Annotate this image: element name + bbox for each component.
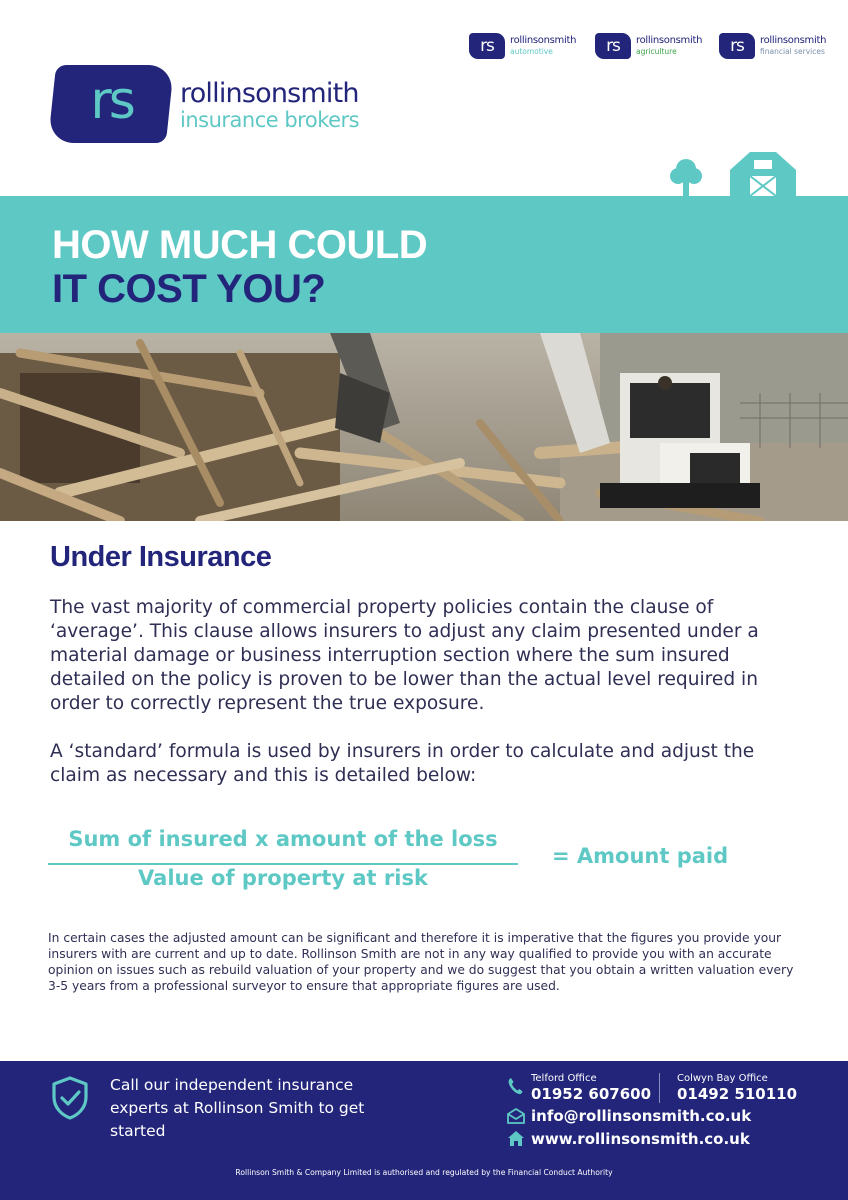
headline-line-2: IT COST YOU?	[52, 267, 326, 311]
intro-paragraph: The vast majority of commercial property policies contain the clause of ‘average’. This clause allows insurers to adjust any claim presented under a material damage or business interruption section where the sum insured detailed on the policy is proven to be lower than the actual level required in order to correctly represent the true exposure.	[50, 597, 759, 714]
telford-office-label: Telford Office	[531, 1073, 597, 1084]
sub-brand-automotive	[469, 32, 576, 60]
phone-icon	[507, 1077, 523, 1095]
sub-brand-tag: automotive	[510, 46, 553, 56]
brand-logo-letters: rs	[90, 71, 133, 131]
home-icon	[507, 1130, 525, 1147]
barn-icon	[728, 148, 798, 196]
office-divider	[659, 1073, 660, 1103]
sub-brand-tag: agriculture	[636, 46, 677, 56]
demolition-photo	[0, 333, 848, 521]
formula-divider	[48, 863, 518, 865]
shield-check-icon	[50, 1075, 90, 1121]
formula-denominator: Value of property at risk	[138, 866, 428, 890]
brand-subtitle: insurance brokers	[180, 108, 360, 132]
footer-call-to-action: Call our independent insurance experts at Rollinson Smith to get started	[110, 1076, 365, 1140]
section-title: Under Insurance	[50, 541, 272, 573]
sub-brand-name: rollinsonsmith	[636, 34, 703, 46]
formula-intro-paragraph: A ‘standard’ formula is used by insurers in order to calculate and adjust the claim as necessary and this is detailed below:	[50, 741, 755, 786]
formula-numerator: Sum of insured x amount of the loss	[68, 827, 498, 851]
sub-brand-tag: financial services	[760, 46, 825, 56]
formula-result: = Amount paid	[552, 844, 729, 868]
tree-icon	[666, 156, 706, 196]
regulatory-notice: Rollinson Smith & Company Limited is authorised and regulated by the Financial Conduct Authority	[235, 1168, 613, 1177]
email-link[interactable]: info@rollinsonsmith.co.uk	[531, 1107, 752, 1125]
email-icon	[507, 1108, 525, 1124]
brand-name: rollinsonsmith	[180, 78, 359, 109]
sub-brand-name: rollinsonsmith	[760, 34, 827, 46]
brand-logo-mark	[48, 65, 174, 143]
sub-brand-mark: rs	[595, 33, 631, 59]
website-link[interactable]: www.rollinsonsmith.co.uk	[531, 1130, 750, 1148]
sub-brand-agriculture	[595, 32, 702, 60]
sub-brand-mark: rs	[469, 33, 505, 59]
sub-brand-name: rollinsonsmith	[510, 34, 577, 46]
sub-brand-financial-services	[719, 32, 826, 60]
disclaimer-paragraph: In certain cases the adjusted amount can be significant and therefore it is imperative that the figures you provide your insurers with are current and up to date. Rollinson Smith are not in any way qualified to provide you with an accurate opinion on issues such as rebuild valuation of your property and we do suggest that you obtain a written valuation every 3-5 years from a professional surveyor to ensure that appropriate figures are used.	[48, 931, 794, 993]
telford-office-phone[interactable]: 01952 607600	[531, 1085, 652, 1103]
colwyn-bay-office-label: Colwyn Bay Office	[677, 1073, 768, 1084]
headline-band	[0, 196, 848, 333]
sub-brand-mark: rs	[719, 33, 755, 59]
headline-line-1: HOW MUCH COULD	[52, 223, 428, 267]
colwyn-bay-office-phone[interactable]: 01492 510110	[677, 1085, 798, 1103]
